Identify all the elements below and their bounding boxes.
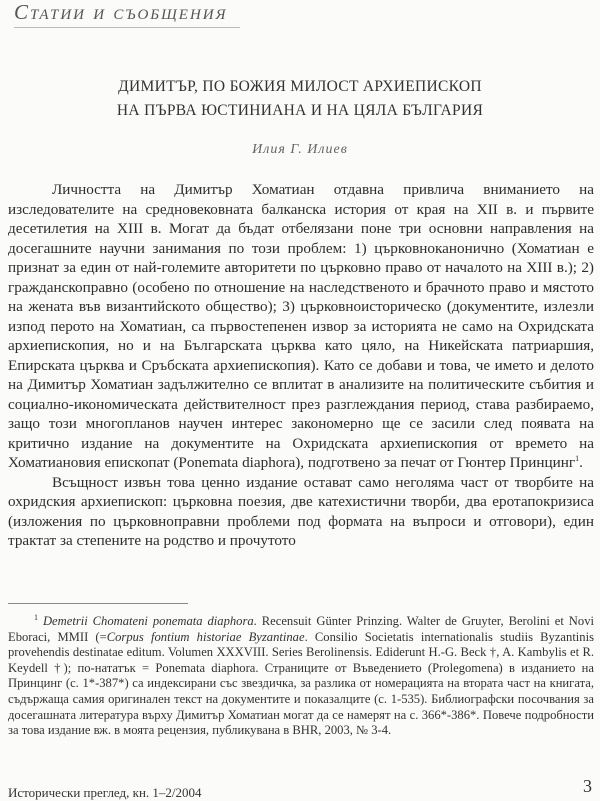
footnotes <box>8 614 594 739</box>
footnote-number: 1 <box>34 612 38 622</box>
footnote-text-a: . Recensuit Günter Prinzing. Walter de Gruyter, Berolini et Novi Eboraci, MMII (= <box>8 614 594 644</box>
footnote-italic-series: Corpus fontium historiae Byzantinae <box>106 629 305 644</box>
footnote-reference[interactable]: 1 <box>575 453 580 463</box>
title-line-2: НА ПЪРВА ЮСТИНИАНА И НА ЦЯЛА БЪЛГАРИЯ <box>116 102 484 119</box>
body-paragraph-1 <box>8 180 594 473</box>
body-paragraph-2: Всъщност извън това ценно издание остават само неголяма част от творбите на охридския архиепископ: църковна поезия, две катехистични творби, два еротапокризиса (изложения по църковноправни проблеми под формата на въпроси и отговори), един трактат за степените на родство и прочутото <box>8 473 594 549</box>
running-head: Статии и съобщения <box>14 0 240 28</box>
page-number: 3 <box>583 776 592 796</box>
footnote-text-b: . Consilio Societatis internationalis studiis Byzantinis provehendis destinatae editum. Volumen XXXVIII. Series Berolinensis. Ediderunt H.-G. Beck †, A. Kambylis et R. Keydell †); по-нататък = Ponemata diaphora. Страниците от Въведението (Prolegomena) в изданието на Принцинг (с. 1*-387*) са индексирани със звездичка, за разлика от номерацията на втората част на книгата, съдържаща самия оригинален текст на документите и показалците (с. 1-535). Библиографски посочвания за досегашната литература върху Димитър Хоматиан могат да се намерят на с. 366*-386*. Повече подробности за това издание вж. в моята рецензия, публикувана в BHR, 2003, № 3-4. <box>8 629 595 738</box>
journal-footer: Исторически преглед, кн. 1–2/2004 <box>8 785 202 800</box>
title-line-1: ДИМИТЪР, ПО БОЖИЯ МИЛОСТ АРХИЕПИСКОП <box>118 78 482 95</box>
article-body <box>8 180 594 551</box>
paragraph-1-text: Личността на Димитър Хоматиан отдавна привлича вниманието на изследователите на средновековната балканска история от края на XII в. и първите десетилетия на XIII в. Могат да бъдат отбелязани поне три основни направления на досегашните научни занимания по този проблем: 1) църковноканонично (Хоматиан е признат за един от най-големите авторитети по църковно право от началото на XIII в.); 2) гражданскоправно (особено по отношение на наследственото и брачното право и мястото на жената във византийското общество); 3) църковноисторическо (документите, излезли изпод перото на Хоматиан, са първостепенен извор за историята не само на Охридската архиепископия, но и на Българската църква като цяло, на Никейската патриаршия, Епирската църква и Сръбската архиепископия). Като се добави и това, че името и делото на Димитър Хоматиан задължително се вплитат в анализите на политическите събития и социално-икономическата действителност през разглеждания период, става разбираемо, защо този многопланов научен интерес закономерно ще се засили след появата на критично издание на документите на Охридската архиепископия от времето на Хоматиановия епископат (Ponemata diaphora), подготвено за печат от Гюнтер Принцинг <box>8 181 594 471</box>
article-title <box>0 75 600 123</box>
footnote-divider <box>8 603 188 604</box>
paragraph-1-end: . <box>579 454 583 471</box>
footnote-1 <box>8 614 594 739</box>
footnote-italic-title: Demetrii Chomateni ponemata diaphora <box>42 614 254 628</box>
author-name: Илия Г. Илиев <box>252 142 348 157</box>
